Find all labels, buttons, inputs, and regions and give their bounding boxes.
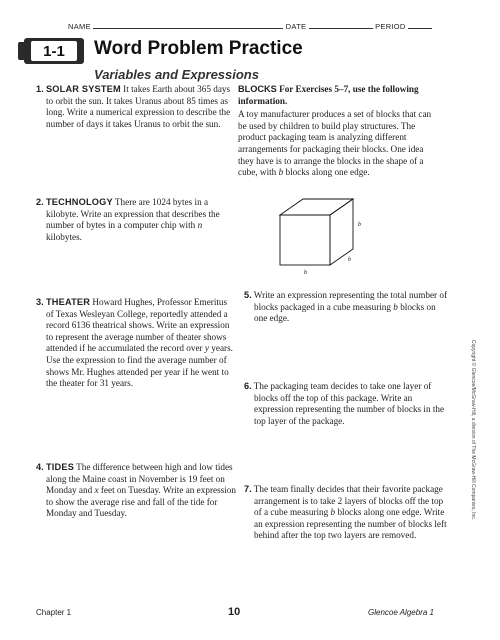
date-field[interactable] [309, 20, 373, 29]
footer-chapter: Chapter 1 [36, 608, 72, 617]
name-field[interactable] [93, 20, 283, 29]
problem-1-text: It takes Earth about 365 days to orbit the sun. It takes Uranus about 85 times as long. Write a numerical expression to describe the number of days it takes Uranus to orbit the sun. [46, 84, 231, 129]
problem-2-topic: TECHNOLOGY [45, 197, 113, 207]
period-field[interactable] [408, 20, 432, 29]
problem-4: 4. TIDES The difference between high and low tides along the Maine coast in November is 19 feet on Monday and x feet on Tuesday. Write an expression to show the average rise and fall of the tide for Monday and Tuesday. [36, 462, 236, 519]
lesson-badge [24, 38, 84, 64]
page-number: 10 [228, 606, 241, 618]
problem-2: 2. TECHNOLOGY There are 1024 bytes in a kilobyte. Write an expression that describes the number of bytes in a computer chip with n kilobytes. [36, 197, 220, 242]
date-label: DATE [285, 22, 307, 31]
problem-3: 3. THEATER Howard Hughes, Professor Emeritus of Texas Wesleyan College, reportedly attended a record 6136 theatrical shows. Write an expression to represent the average number of theater shows attended if he accumulated the record over y years. Use the expression to find the average number of shows Mr. Hughes attended per year if he went to the theater for 31 years. [36, 297, 233, 389]
name-label: NAME [68, 22, 91, 31]
blocks-intro: BLOCKS For Exercises 5–7, use the following information. A toy manufacturer produces a set of blocks that can be used by children to build play structures. The product packaging team is analyzing different arrangements for packaging their blocks. One idea they have is to arrange the blocks in the shape of a cube, with b blocks along one edge. [238, 84, 432, 178]
problem-3-topic: THEATER [45, 297, 91, 307]
blocks-heading: BLOCKS [238, 84, 277, 94]
cube-label-bottom: b [304, 270, 307, 276]
cube-label-right: b [358, 222, 361, 228]
problem-6: 6. The packaging team decides to take one layer of blocks off the top of this package. Write an expression representing the number of blocks in the top layer of the package. [244, 381, 445, 426]
period-label: PERIOD [375, 22, 406, 31]
problem-7: 7. The team finally decides that their favorite package arrangement is to take 2 layers of blocks off the top of a cube measuring b blocks along one edge. Write an expression representing the number of blocks left behind after the top two layers are removed. [244, 484, 447, 541]
cube-side-face [330, 199, 353, 265]
page-title: Word Problem Practice [94, 38, 303, 59]
lesson-number: 1-1 [31, 41, 77, 61]
problem-1-topic: SOLAR SYSTEM [45, 84, 121, 94]
cube-label-depth: b [348, 257, 351, 263]
cube-figure [268, 196, 388, 280]
problem-5: 5. Write an expression representing the total number of blocks packaged in a cube measuring b blocks on one edge. [244, 290, 448, 324]
footer-book: Glencoe Algebra 1 [368, 608, 434, 617]
copyright-note: Copyright © Glencoe/McGraw-Hill, a division of The McGraw-Hill Companies, Inc. [470, 339, 476, 521]
page-subtitle: Variables and Expressions [94, 67, 259, 82]
cube-front-face [280, 215, 330, 265]
header-line [68, 20, 432, 31]
problem-4-topic: TIDES [45, 462, 75, 472]
problem-1: 1. SOLAR SYSTEM It takes Earth about 365 days to orbit the sun. It takes Uranus about 85 times as long. Write a numerical expression to describe the number of days it takes Uranus to orbit the sun. [36, 84, 231, 129]
